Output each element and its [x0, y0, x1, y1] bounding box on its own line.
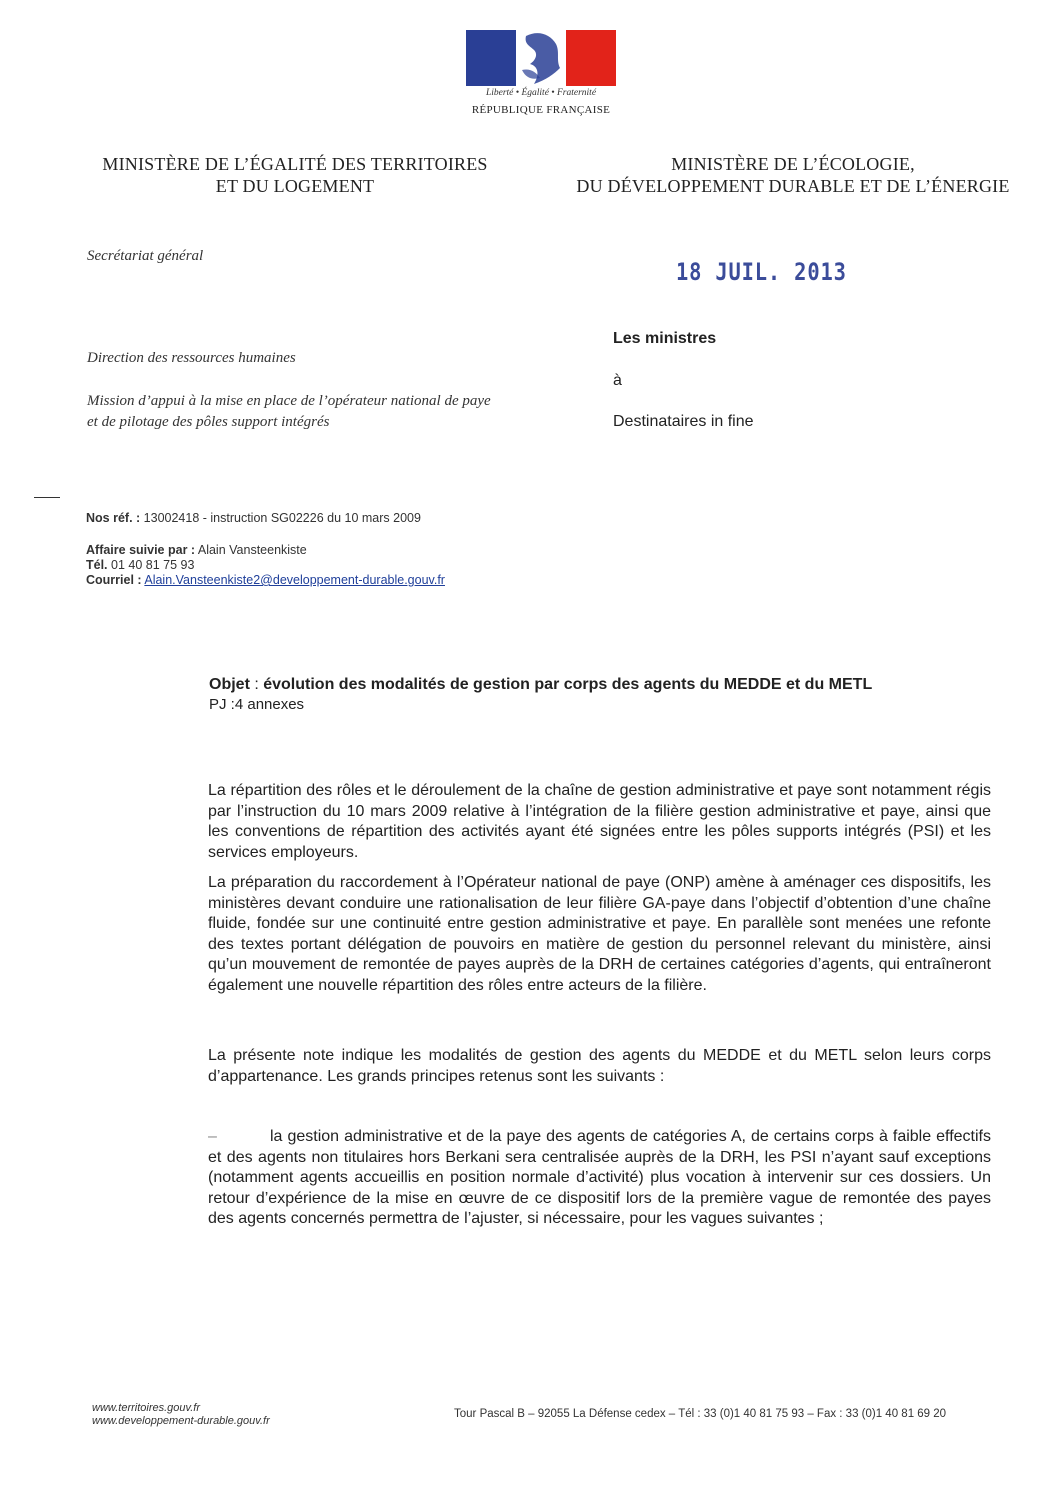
attachments-line: PJ :4 annexes	[209, 696, 305, 713]
website-link[interactable]: www.developpement-durable.gouv.fr	[92, 1415, 270, 1427]
followed-value: Alain Vansteenkiste	[195, 543, 307, 557]
date-stamp: 18 JUIL. 2013	[676, 258, 847, 286]
footer-websites	[92, 1402, 270, 1428]
objet-sep: :	[249, 676, 264, 693]
subject-line	[209, 676, 872, 694]
to-word: à	[613, 372, 622, 389]
ref-value: 13002418 - instruction SG02226 du 10 mars 2009	[140, 511, 421, 525]
paragraph: La préparation du raccordement à l’Opérateur national de paye (ONP) amène à aménager ces dispositifs, les ministères devant conduire une rationalisation de leur filière GA-paye dans l’objectif d’obtention d’une chaîne fluide, fondée sur une continuité entre gestion administrative et paye. En parallèle sont menées une refonte des textes portant délégation de pouvoirs en matière de gestion du personnel relevant du ministère, ainsi qu’un mouvement de remontée de payes auprès de la DRH de certaines catégories d’agents, qui entraîneront également une nouvelle répartition des rôles entre acteurs de la filière.	[208, 874, 991, 994]
paragraph: La répartition des rôles et le déroulement de la chaîne de gestion administrative et paye sont notamment régis par l’instruction du 10 mars 2009 relative à l’intégration de la filière gestion administrative et paye, ainsi que les conventions de répartition des activités ayant été signées entre les pôles supports intégrés (PSI) et les services employeurs.	[208, 782, 991, 861]
tel-value: 01 40 81 75 93	[107, 558, 195, 572]
divider	[34, 497, 60, 498]
marianne-logo	[462, 28, 620, 123]
tel-label: Tél.	[86, 558, 108, 572]
objet-text: évolution des modalités de gestion par corps des agents du MEDDE et du METL	[263, 676, 873, 693]
ministry-right	[548, 153, 1038, 197]
mail-label: Courriel :	[86, 573, 142, 587]
tricolor-flag-icon	[466, 30, 616, 86]
sender-title: Les ministres	[613, 330, 717, 347]
website-link[interactable]: www.territoires.gouv.fr	[92, 1402, 200, 1414]
mission-line: et de pilotage des pôles support intégrés	[87, 414, 330, 430]
contact-block	[86, 543, 445, 588]
bullet-dash: –	[208, 1128, 217, 1145]
mission-label	[87, 391, 587, 433]
ministry-left-line: ET DU LOGEMENT	[215, 176, 375, 196]
paragraph: La présente note indique les modalités de gestion des agents du MEDDE et du METL selon leurs corps d’appartenance. Les grands principes retenus sont les suivants :	[208, 1047, 991, 1085]
direction-label: Direction des ressources humaines	[87, 350, 296, 366]
ref-label: Nos réf. :	[86, 511, 141, 525]
ministry-left	[60, 153, 530, 197]
republic-name: RÉPUBLIQUE FRANÇAISE	[471, 104, 611, 116]
list-item	[208, 1127, 991, 1230]
republic-motto: Liberté • Égalité • Fraternité	[485, 88, 597, 98]
recipients: Destinataires in fine	[613, 413, 754, 430]
list-item-text: la gestion administrative et de la paye des agents de catégories A, de certains corps à faible effectifs et des agents non titulaires hors Berkani sera centralisée auprès de la DRH, les PSI n’ayant sauf exceptions (notamment agents accueillis en position normale d’activité) plus vocation à intervenir sur ces dossiers. Un retour d’expérience de la mise en œuvre de ce dispositif lors de la première vague de remontée des payes des agents concernés permettra de l’ajuster, si nécessaire, pour les vagues suivantes ;	[208, 1128, 991, 1227]
ministry-left-line: MINISTÈRE DE L’ÉGALITÉ DES TERRITOIRES	[102, 154, 488, 174]
email-link[interactable]: Alain.Vansteenkiste2@developpement-durable.gouv.fr	[144, 573, 445, 587]
mission-line: Mission d’appui à la mise en place de l’opérateur national de paye	[87, 393, 491, 409]
objet-label: Objet	[209, 676, 250, 693]
followed-label: Affaire suivie par :	[86, 543, 196, 557]
marianne-profile-icon	[516, 30, 566, 86]
ministry-right-line: DU DÉVELOPPEMENT DURABLE ET DE L’ÉNERGIE	[576, 176, 1010, 196]
reference-line	[86, 511, 421, 526]
secretariat-label: Secrétariat général	[87, 248, 204, 264]
footer-address: Tour Pascal B – 92055 La Défense cedex – Tél : 33 (0)1 40 81 75 93 – Fax : 33 (0)1 40 81 69 20	[454, 1408, 947, 1420]
ministry-right-line: MINISTÈRE DE L’ÉCOLOGIE,	[671, 154, 915, 174]
